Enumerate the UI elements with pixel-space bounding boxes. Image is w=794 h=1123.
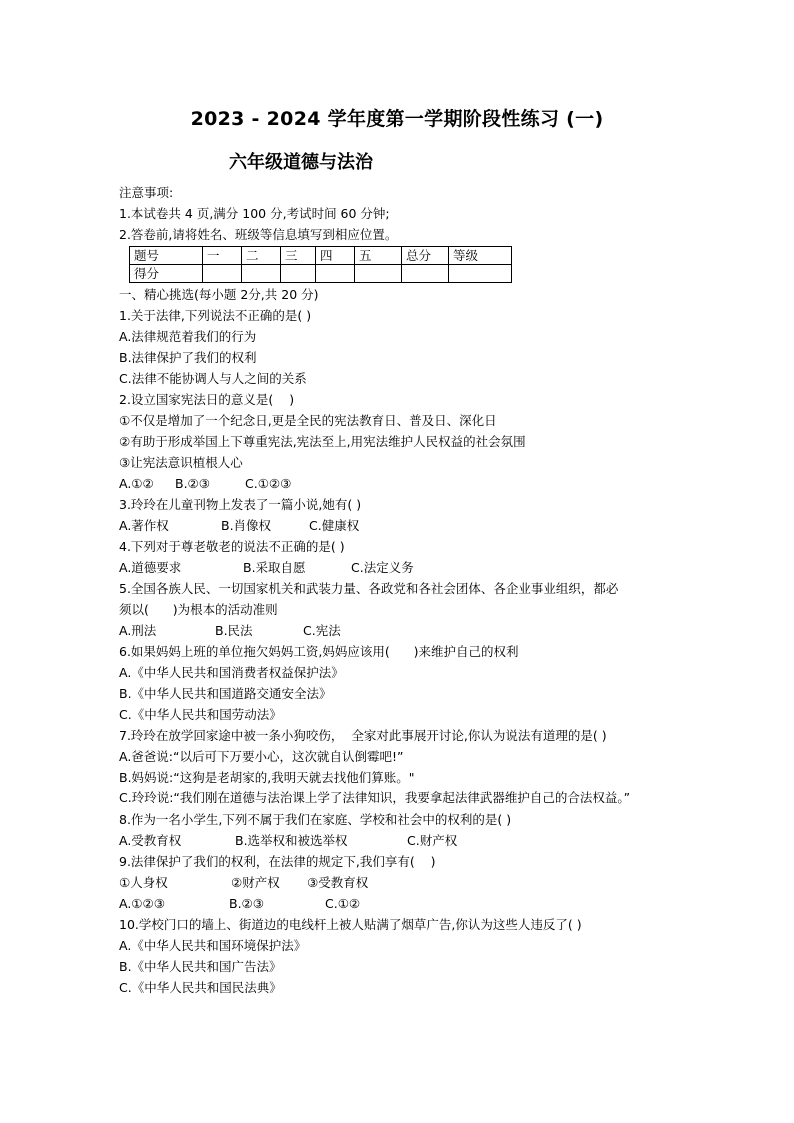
question-stem: 4.下列对于尊老敬老的说法不正确的是( ) xyxy=(119,539,345,554)
score-input-cell[interactable] xyxy=(203,265,242,283)
question-statements-row xyxy=(119,872,689,893)
question-stem: 2.设立国家宪法日的意义是( ) xyxy=(119,392,295,407)
score-cell: 题号 xyxy=(130,247,203,265)
section-heading: 一、精心挑选(每小题 2分,共 20 分) xyxy=(119,287,319,302)
question-option[interactable]: C.玲玲说:“我们刚在道德与法治课上学了法律知识，我要拿起法律武器维护自己的合法权益。” xyxy=(119,790,631,805)
question-option[interactable]: A.①②③ xyxy=(119,896,165,911)
question-option[interactable]: C.《中华人民共和国民法典》 xyxy=(119,980,282,995)
question-option[interactable]: C.《中华人民共和国劳动法》 xyxy=(119,707,282,722)
question-option[interactable]: A.①② xyxy=(119,476,154,491)
question-statement: ①不仅是增加了一个纪念日,更是全民的宪法教育日、普及日、深化日 xyxy=(119,413,497,428)
question-stem: 7.玲玲在放学回家途中被一条小狗咬伤， 全家对此事展开讨论,你认为说法有道理的是( ) xyxy=(119,728,607,743)
question-stem: 6.如果妈妈上班的单位拖欠妈妈工资,妈妈应该用( )来维护自己的权利 xyxy=(119,644,519,659)
score-table-score-row xyxy=(130,265,512,283)
question-options-row xyxy=(119,830,689,851)
question-option[interactable]: C.法定义务 xyxy=(351,560,414,575)
question-stem: 5.全国各族人民、一切国家机关和武装力量、各政党和各社会团体、各企业事业组织，都必 xyxy=(119,581,619,596)
question-stem: 10.学校门口的墙上、街道边的电线杆上被人贴满了烟草广告,你认为这些人违反了( ) xyxy=(119,917,582,932)
question-option[interactable]: C.①② xyxy=(325,896,361,911)
question-option[interactable]: B.选举权和被选举权 xyxy=(235,833,348,848)
score-cell: 等级 xyxy=(449,247,512,265)
question-option[interactable]: B.妈妈说:“这狗是老胡家的,我明天就去找他们算账。" xyxy=(119,770,415,785)
question-option[interactable]: B.民法 xyxy=(215,623,253,638)
question-options-row xyxy=(119,620,689,641)
score-input-cell[interactable] xyxy=(316,265,355,283)
question-option[interactable]: B.法律保护了我们的权利 xyxy=(119,350,257,365)
score-cell: 得分 xyxy=(130,265,203,283)
question-statement: ③受教育权 xyxy=(307,875,369,890)
score-input-cell[interactable] xyxy=(449,265,512,283)
score-cell: 五 xyxy=(355,247,402,265)
score-input-cell[interactable] xyxy=(242,265,281,283)
question-option[interactable]: B.②③ xyxy=(175,476,210,491)
notes-heading: 注意事项: xyxy=(119,185,174,200)
question-option[interactable]: A.刑法 xyxy=(119,623,157,638)
note-item: 2.答卷前,请将姓名、班级等信息填写到相应位置。 xyxy=(119,227,398,242)
question-option[interactable]: A.受教育权 xyxy=(119,833,182,848)
question-option[interactable]: A.《中华人民共和国环境保护法》 xyxy=(119,938,307,953)
question-option[interactable]: A.道德要求 xyxy=(119,560,182,575)
score-cell: 二 xyxy=(242,247,281,265)
question-stem: 1.关于法律,下列说法不正确的是( ) xyxy=(119,308,312,323)
question-statement: ②有助于形成举国上下尊重宪法,宪法至上,用宪法维护人民权益的社会氛围 xyxy=(119,434,526,449)
question-option[interactable]: A.爸爸说:“以后可下万要小心，这次就自认倒霉吧!” xyxy=(119,749,404,764)
note-item: 1.本试卷共 4 页,满分 100 分,考试时间 60 分钟; xyxy=(119,206,390,221)
score-table xyxy=(129,246,512,283)
question-statement: ②财产权 xyxy=(231,875,280,890)
page-title: 2023 - 2024 学年度第一学期阶段性练习 (一) xyxy=(190,108,604,130)
question-option[interactable]: B.《中华人民共和国广告法》 xyxy=(119,959,282,974)
question-statement: ③让宪法意识植根人心 xyxy=(119,455,243,470)
question-stem: 须以( )为根本的活动准则 xyxy=(119,602,278,617)
score-input-cell[interactable] xyxy=(402,265,449,283)
question-stem: 9.法律保护了我们的权利，在法律的规定下,我们享有( ) xyxy=(119,854,436,869)
question-option[interactable]: B.《中华人民共和国道路交通安全法》 xyxy=(119,686,332,701)
question-stem: 3.玲玲在儿童刊物上发表了一篇小说,她有( ) xyxy=(119,497,362,512)
question-statement: ①人身权 xyxy=(119,875,168,890)
question-option[interactable]: C.健康权 xyxy=(309,518,360,533)
question-option[interactable]: A.《中华人民共和国消费者权益保护法》 xyxy=(119,665,344,680)
question-options-row xyxy=(119,893,689,914)
score-input-cell[interactable] xyxy=(355,265,402,283)
question-options-row xyxy=(119,515,689,536)
score-input-cell[interactable] xyxy=(281,265,316,283)
question-option[interactable]: B.肖像权 xyxy=(221,518,272,533)
question-options-row xyxy=(119,557,689,578)
question-option[interactable]: C.财产权 xyxy=(407,833,458,848)
score-cell: 三 xyxy=(281,247,316,265)
question-option[interactable]: B.采取自愿 xyxy=(243,560,306,575)
question-option[interactable]: B.②③ xyxy=(229,896,264,911)
question-option[interactable]: C.宪法 xyxy=(303,623,341,638)
question-option[interactable]: A.法律规范着我们的行为 xyxy=(119,329,257,344)
subject-title: 六年级道德与法治 xyxy=(229,152,373,173)
question-option[interactable]: C.①②③ xyxy=(245,476,292,491)
question-options-row xyxy=(119,473,689,494)
question-option[interactable]: C.法律不能协调人与人之间的关系 xyxy=(119,371,307,386)
score-cell: 总分 xyxy=(402,247,449,265)
question-stem: 8.作为一名小学生,下列不属于我们在家庭、学校和社会中的权利的是( ) xyxy=(119,812,512,827)
score-cell: 一 xyxy=(203,247,242,265)
exam-content xyxy=(119,182,689,998)
question-option[interactable]: A.著作权 xyxy=(119,518,169,533)
score-cell: 四 xyxy=(316,247,355,265)
score-table-header-row xyxy=(130,247,512,265)
